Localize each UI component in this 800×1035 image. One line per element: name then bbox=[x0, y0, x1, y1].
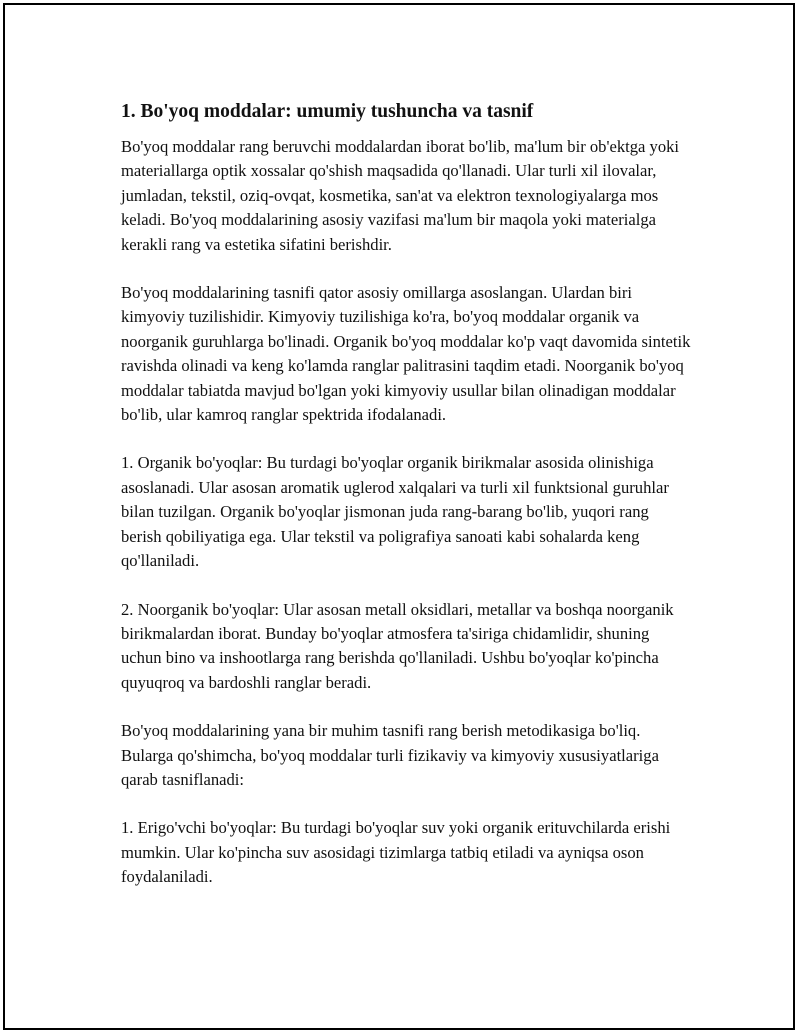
paragraph-coloring-method: Bo'yoq moddalarining yana bir muhim tasnifi rang berish metodikasiga bo'liq. Bularga qo'shimcha, bo'yoq moddalar turli fizikaviy va kimyoviy xususiyatlariga qarab tasniflanadi: bbox=[121, 721, 659, 789]
page-frame bbox=[3, 3, 795, 1030]
document-title: 1. Bo'yoq moddalar: umumiy tushuncha va tasnif bbox=[121, 101, 534, 122]
page-content bbox=[121, 99, 691, 914]
paragraph-soluble-dyes: 1. Erigo'vchi bo'yoqlar: Bu turdagi bo'yoqlar suv yoki organik erituvchilarda erishi mumkin. Ular ko'pincha suv asosidagi tizimlarga tatbiq etiladi va ayniqsa oson foydalaniladi. bbox=[121, 818, 671, 887]
paragraph-inorganic-dyes: 2. Noorganik bo'yoqlar: Ular asosan metall oksidlari, metallar va boshqa noorganik birikmalardan iborat. Bunday bo'yoqlar atmosfera ta'siriga chidamlidir, shuning uchun bino va inshootlarga rang berishda qo'llaniladi. Ushbu bo'yoqlar ko'pincha quyuqroq va bardoshli ranglar beradi. bbox=[121, 599, 674, 692]
paragraph-classification: Bo'yoq moddalarining tasnifi qator asosiy omillarga asoslangan. Ulardan biri kimyoviy tuzilishidir. Kimyoviy tuzilishiga ko'ra, bo'yoq moddalar organik va noorganik guruhlarga bo'linadi. Organik bo'yoq moddalar ko'p vaqt davomida sintetik ravishda olinadi va keng ko'lamda ranglar palitrasini taqdim etadi. Noorganik bo'yoq moddalar tabiatda mavjud bo'lgan yoki kimyoviy usullar bilan olinadigan moddalar bo'lib, ular kamroq ranglar spektrida ifodalanadi. bbox=[121, 283, 691, 425]
paragraph-intro: Bo'yoq moddalar rang beruvchi moddalardan iborat bo'lib, ma'lum bir ob'ektga yoki materiallarga optik xossalar qo'shish maqsadida qo'llanadi. Ular turli xil ilovalar, jumladan, tekstil, oziq-ovqat, kosmetika, san'at va elektron texnologiyalarga mos keladi. Bo'yoq moddalarining asosiy vazifasi ma'lum bir maqola yoki materialga kerakli rang va estetika sifatini berishdir. bbox=[121, 137, 680, 254]
paragraph-organic-dyes: 1. Organik bo'yoqlar: Bu turdagi bo'yoqlar organik birikmalar asosida olinishiga asoslanadi. Ular asosan aromatik uglerod xalqalari va turli xil funktsional guruhlar bilan tuzilgan. Organik bo'yoqlar jismonan juda rang-barang bo'lib, yuqori rang berish qobiliyatiga ega. Ular tekstil va poligrafiya sanoati kabi sohalarda keng qo'llaniladi. bbox=[121, 453, 669, 571]
